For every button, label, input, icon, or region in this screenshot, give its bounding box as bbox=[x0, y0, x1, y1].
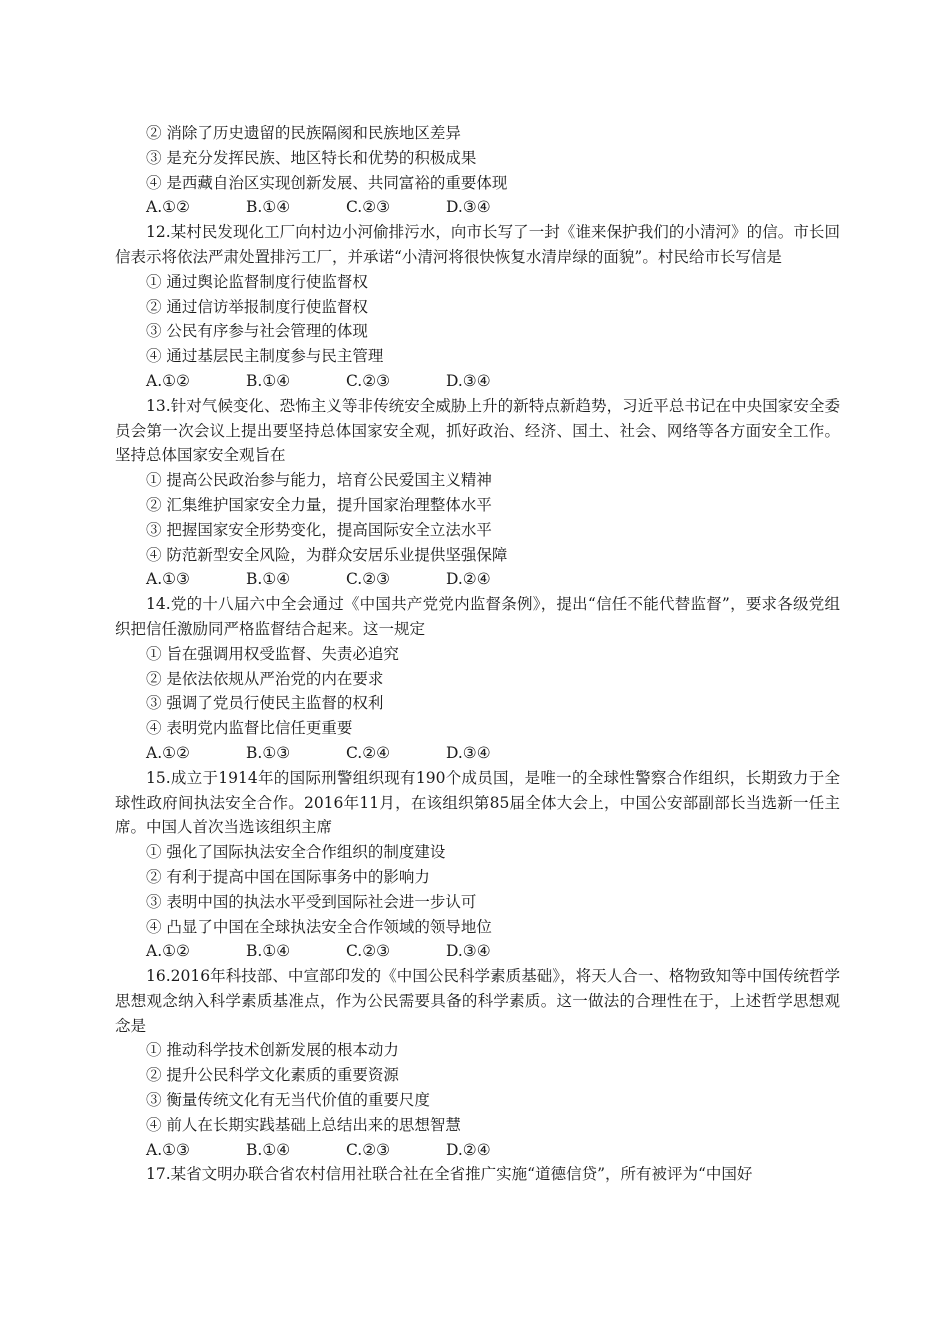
answer-choice: B.①④ bbox=[246, 1140, 291, 1159]
answer-choice: B.①④ bbox=[246, 371, 291, 390]
question-stem: 16.2016年科技部、中宣部印发的《中国公民科学素质基础》，将天人合一、格物致知等中国传统哲学思想观念纳入科学素质基准点，作为公民需要具备的科学素质。这一做法的合理性在于，上述哲学思想观念是 bbox=[115, 967, 840, 1035]
option-statement: ② 汇集维护国家安全力量，提升国家治理整体水平 bbox=[146, 495, 492, 514]
answer-choice: C.②③ bbox=[346, 198, 391, 217]
option-statement: ③ 公民有序参与社会管理的体现 bbox=[146, 322, 368, 341]
answer-choice: D.③④ bbox=[446, 942, 491, 961]
option-statement: ② 有利于提高中国在国际事务中的影响力 bbox=[146, 867, 430, 886]
answer-choice: A.①② bbox=[146, 942, 190, 961]
option-statement: ② 通过信访举报制度行使监督权 bbox=[146, 297, 368, 316]
option-statement: ③ 强调了党员行使民主监督的权利 bbox=[146, 694, 384, 713]
answer-choice: D.②④ bbox=[446, 1140, 491, 1159]
answer-choices bbox=[115, 567, 840, 592]
option-statement: ④ 表明党内监督比信任更重要 bbox=[146, 719, 353, 738]
answer-choice: D.③④ bbox=[446, 371, 491, 390]
option-statement: ④ 凸显了中国在全球执法安全合作领域的领导地位 bbox=[146, 917, 492, 936]
answer-choices bbox=[115, 1138, 840, 1163]
question-stem: 13.针对气候变化、恐怖主义等非传统安全威胁上升的新特点新趋势，习近平总书记在中央国家安全委员会第一次会议上提出要坚持总体国家安全观，抓好政治、经济、国土、社会、网络等各方面安全工作。坚持总体国家安全观旨在 bbox=[115, 396, 840, 465]
answer-choice: C.②③ bbox=[346, 1140, 391, 1159]
answer-choice: A.①③ bbox=[146, 570, 190, 589]
option-statement: ④ 通过基层民主制度参与民主管理 bbox=[146, 347, 384, 366]
option-statement: ① 推动科学技术创新发展的根本动力 bbox=[146, 1041, 399, 1060]
question-list bbox=[115, 121, 840, 1187]
option-statement: ① 通过舆论监督制度行使监督权 bbox=[146, 272, 368, 291]
answer-choice: A.①② bbox=[146, 198, 190, 217]
answer-choice: B.①④ bbox=[246, 198, 291, 217]
option-statement: ③ 衡量传统文化有无当代价值的重要尺度 bbox=[146, 1091, 430, 1110]
question-stem: 14.党的十八届六中全会通过《中国共产党党内监督条例》，提出“信任不能代替监督”，要求各级党组织把信任激励同严格监督结合起来。这一规定 bbox=[115, 595, 840, 638]
answer-choice: C.②③ bbox=[346, 942, 391, 961]
option-statement: ④ 前人在长期实践基础上总结出来的思想智慧 bbox=[146, 1115, 461, 1134]
option-statement: ③ 把握国家安全形势变化，提高国际安全立法水平 bbox=[146, 520, 492, 539]
exam-page bbox=[115, 121, 840, 1187]
option-statement: ③ 表明中国的执法水平受到国际社会进一步认可 bbox=[146, 892, 477, 911]
option-statement: ① 旨在强调用权受监督、失责必追究 bbox=[146, 644, 399, 663]
question-stem: 17.某省文明办联合省农村信用社联合社在全省推广实施“道德信贷”，所有被评为“中国好 bbox=[146, 1165, 753, 1184]
option-statement: ② 消除了历史遗留的民族隔阂和民族地区差异 bbox=[146, 124, 461, 142]
option-statement: ③ 是充分发挥民族、地区特长和优势的积极成果 bbox=[146, 148, 477, 167]
answer-choice: A.①② bbox=[146, 371, 190, 390]
option-statement: ① 强化了国际执法安全合作组织的制度建设 bbox=[146, 843, 446, 862]
answer-choice: D.③④ bbox=[446, 743, 491, 762]
answer-choice: C.②③ bbox=[346, 371, 391, 390]
answer-choices bbox=[115, 939, 840, 964]
option-statement: ④ 是西藏自治区实现创新发展、共同富裕的重要体现 bbox=[146, 173, 508, 192]
answer-choice: D.②④ bbox=[446, 570, 491, 589]
answer-choice: C.②③ bbox=[346, 570, 391, 589]
question-stem: 12.某村民发现化工厂向村边小河偷排污水，向市长写了一封《谁来保护我们的小清河》的信。市长回信表示将依法严肃处置排污工厂，并承诺“小清河将很快恢复水清岸绿的面貌”。村民给市长写信是 bbox=[115, 223, 840, 266]
answer-choice: B.①④ bbox=[246, 942, 291, 961]
answer-choice: A.①③ bbox=[146, 1140, 190, 1159]
answer-choice: B.①③ bbox=[246, 743, 291, 762]
answer-choices bbox=[115, 741, 840, 766]
answer-choice: C.②④ bbox=[346, 743, 391, 762]
question-stem: 15.成立于1914年的国际刑警组织现有190个成员国，是唯一的全球性警察合作组织，长期致力于全球性政府间执法安全合作。2016年11月，在该组织第85届全体大会上，中国公安部副部长当选新一任主席。中国人首次当选该组织主席 bbox=[115, 768, 840, 837]
answer-choice: D.③④ bbox=[446, 198, 491, 217]
option-statement: ④ 防范新型安全风险，为群众安居乐业提供坚强保障 bbox=[146, 545, 508, 564]
option-statement: ① 提高公民政治参与能力，培育公民爱国主义精神 bbox=[146, 471, 492, 490]
answer-choices bbox=[115, 369, 840, 394]
answer-choice: A.①② bbox=[146, 743, 190, 762]
option-statement: ② 提升公民科学文化素质的重要资源 bbox=[146, 1066, 399, 1085]
answer-choices bbox=[115, 195, 840, 220]
option-statement: ② 是依法依规从严治党的内在要求 bbox=[146, 669, 384, 688]
answer-choice: B.①④ bbox=[246, 570, 291, 589]
